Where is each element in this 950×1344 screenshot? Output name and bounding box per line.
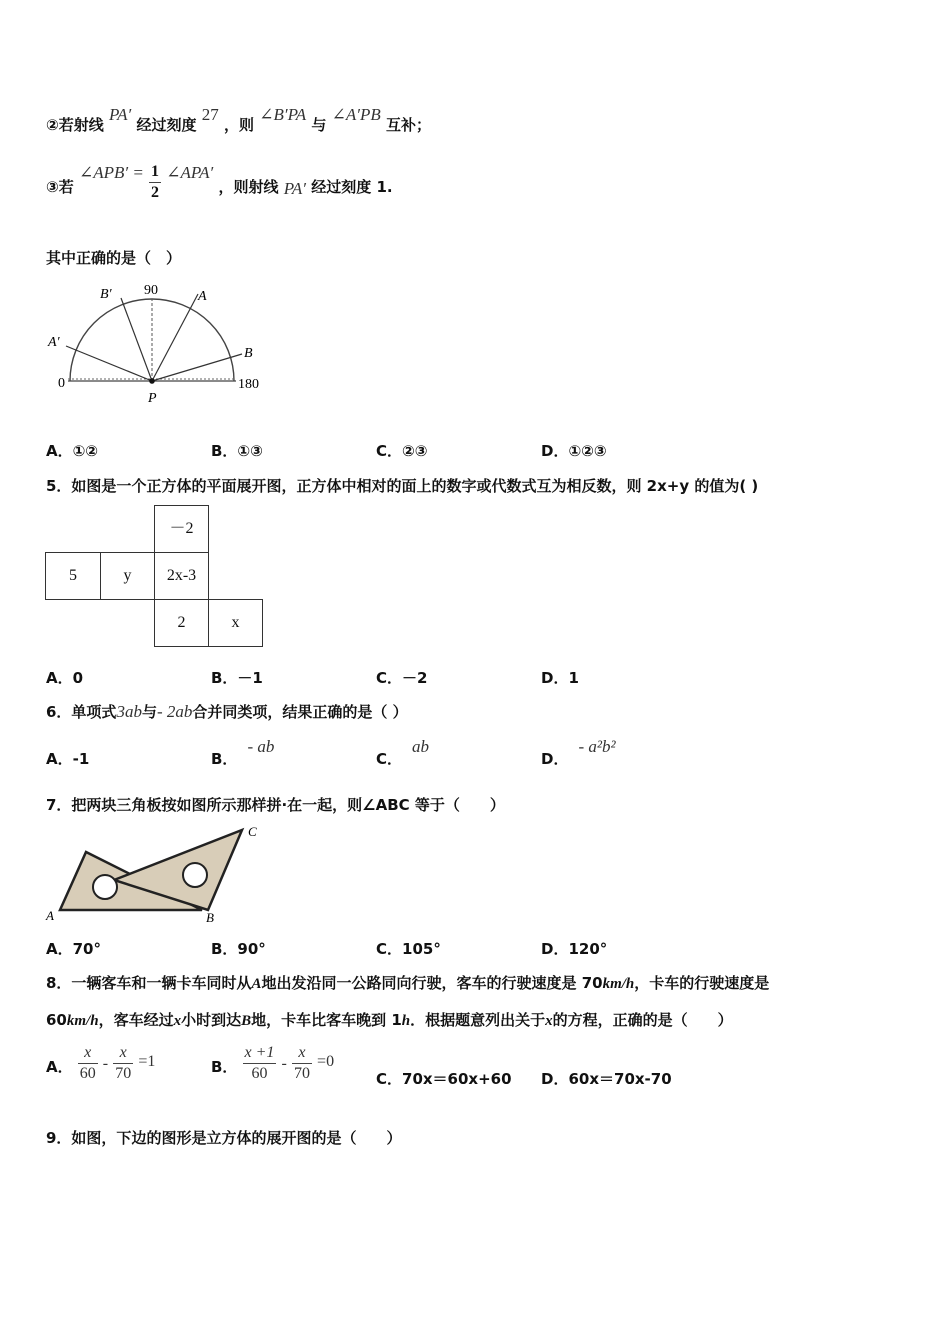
q6-option-b[interactable]: B．- ab (211, 737, 275, 768)
net-cell-y: y (100, 552, 155, 600)
label-p: P (148, 391, 157, 406)
hole-1 (93, 875, 117, 899)
rhs-angle: ∠APA′ (166, 163, 214, 182)
q7-option-c[interactable]: C．105° (376, 940, 441, 958)
label-a-prime: A′ (48, 335, 60, 350)
label-90: 90 (144, 283, 158, 298)
net-cell-2: 2 (154, 599, 209, 647)
ray-pa-prime-line (66, 346, 152, 381)
q6-text: 6．单项式3ab与- 2ab合并同类项，结果正确的是（ ） (46, 702, 408, 721)
q7-text: 7．把两块三角板按如图所示那样拼·在一起，则∠ABC 等于（ ） (46, 796, 505, 814)
ray-pb (152, 354, 242, 381)
q5-text: 5．如图是一个正方体的平面展开图，正方体中相对的面上的数字或代数式互为相反数，则 2x+y 的值为( ) (46, 477, 759, 495)
label-0: 0 (58, 376, 65, 391)
circled-mark-3: ③ (46, 178, 59, 196)
angle-bpa: ∠B′PA (259, 105, 307, 124)
q5-option-a[interactable]: A．0 (46, 669, 84, 687)
q7-option-a[interactable]: A．70° (46, 940, 101, 958)
q4-option-c[interactable]: C．②③ (376, 442, 428, 460)
ray-pa-prime-2: PA′ (283, 179, 306, 198)
label-b: B (244, 346, 253, 361)
fraction-half: $\frac{1}{2}$ (151, 163, 160, 201)
label-a: A (198, 289, 207, 304)
q6-option-c[interactable]: C．ab (376, 737, 430, 768)
q4-ask: 其中正确的是（ ） (46, 249, 182, 267)
label-c: C (248, 824, 257, 839)
triangle-boards-figure (44, 822, 266, 926)
q8-line-2: 60km/h，客车经过x小时到达B地，卡车比客车晚到 1h．根据题意列出关于x的方程，正确的是（ ） (46, 1011, 733, 1029)
q5-option-d[interactable]: D．1 (541, 669, 579, 687)
hole-2 (183, 863, 207, 887)
label-180: 180 (238, 377, 259, 392)
ray-pb-prime (121, 298, 152, 381)
q9-text: 9．如图，下边的图形是立方体的展开图的是（ ） (46, 1129, 402, 1147)
ray-pa-prime: PA′ (108, 105, 132, 124)
net-cell-2x-3: 2x-3 (154, 552, 209, 600)
lhs-angle: ∠APB′ = (78, 163, 144, 182)
q8-option-b[interactable]: B． $\frac{x +1}{60}$ - $\frac{x}{70}$ =0 (211, 1044, 335, 1082)
q5-option-b[interactable]: B．－1 (211, 669, 263, 687)
term-neg-2ab: - 2ab (156, 702, 193, 721)
q8-line-1: 8．一辆客车和一辆卡车同时从A地出发沿同一公路同向行驶，客车的行驶速度是 70km/h，卡车的行驶速度是 (46, 974, 770, 992)
statement-2: ②若射线 PA′ 经过刻度 27 ，则 ∠B′PA 与 ∠A′PB 互补； (46, 105, 432, 134)
angle-apb: ∠A′PB (331, 105, 381, 124)
term-3ab: 3ab (116, 702, 142, 721)
point-p (149, 378, 155, 384)
label-b-prime: B′ (100, 287, 112, 302)
q7-option-b[interactable]: B．90° (211, 940, 266, 958)
q8-option-c[interactable]: C．70x＝60x+60 (376, 1070, 512, 1088)
q8-option-a[interactable]: A． $\frac{x}{60}$ - $\frac{x}{70}$ =1 (46, 1044, 156, 1082)
label-b: B (206, 910, 214, 925)
net-cell-x: x (208, 599, 263, 647)
q4-option-d[interactable]: D．①②③ (541, 442, 607, 460)
q7-option-d[interactable]: D．120° (541, 940, 608, 958)
q6-option-a[interactable]: A．-1 (46, 750, 90, 768)
q8-option-d[interactable]: D．60x＝70x-70 (541, 1070, 672, 1088)
protractor-figure (44, 282, 276, 406)
q5-option-c[interactable]: C．－2 (376, 669, 428, 687)
ray-pa (152, 294, 198, 381)
q4-option-a[interactable]: A．①② (46, 442, 99, 460)
q6-option-d[interactable]: D．- a²b² (541, 737, 616, 768)
statement-3: ③若 ∠APB′ = $\frac{1}{2}$ ∠APA′ ，则射线 PA′ 经过刻度 1. (46, 163, 393, 201)
mark-27: 27 (201, 105, 219, 124)
net-cell-top: －2 (154, 505, 209, 553)
circled-mark-2: ② (46, 116, 59, 134)
label-a: A (46, 908, 54, 923)
net-cell-5: 5 (45, 552, 101, 600)
q4-option-b[interactable]: B．①③ (211, 442, 263, 460)
